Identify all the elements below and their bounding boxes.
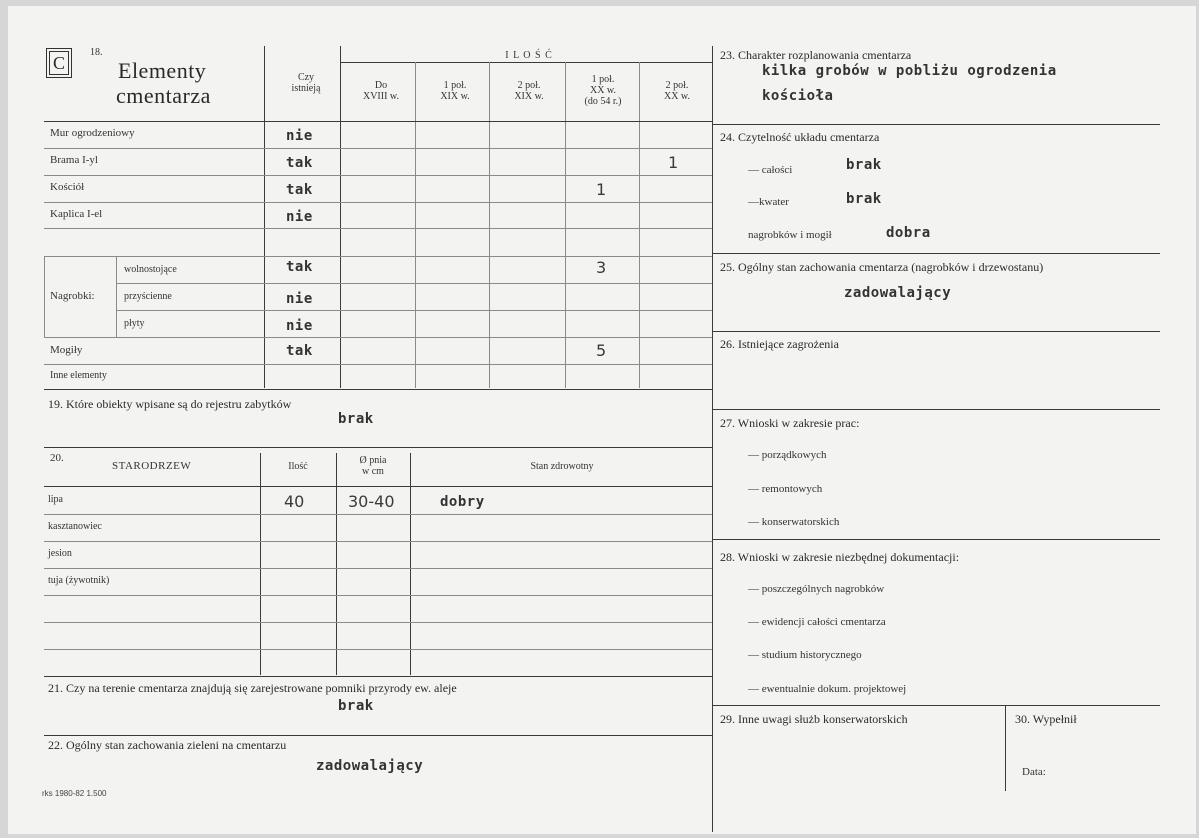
title-line2: cmentarza	[116, 83, 211, 108]
s28-item-nagrobkow: — poszczególnych nagrobków	[748, 583, 885, 595]
s28-item-projektowej: — ewentualnie dokum. projektowej	[748, 683, 907, 695]
s25-value: zadowalający	[844, 285, 952, 301]
row-inne-label: Inne elementy	[50, 370, 107, 381]
col-header-2xix: 2 poł. XIX w.	[514, 80, 544, 102]
s23-label: 23. Charakter rozplanowania cmentarza	[720, 48, 912, 62]
s20-row1-pien: 30-40	[348, 492, 395, 511]
s27-item-porzadkowych: — porządkowych	[748, 449, 827, 461]
s20-row1-ilosc: 40	[284, 492, 305, 511]
s20-row1-stan: dobry	[440, 494, 485, 510]
s28-item-studium: — studium historycznego	[748, 649, 862, 661]
row-kosciol-exists: tak	[286, 182, 313, 198]
s19-label: 19. Które obiekty wpisane są do rejestru zabytków	[48, 397, 292, 411]
row-mogily-count: 5	[596, 341, 607, 360]
s20-number: 20.	[50, 452, 64, 464]
s25-label: 25. Ogólny stan zachowania cmentarza (nagrobków i drzewostanu)	[720, 260, 1044, 274]
s29-label: 29. Inne uwagi służb konserwatorskich	[720, 712, 908, 726]
s28-item-ewidencji: — ewidencji całości cmentarza	[748, 616, 886, 628]
s28-label: 28. Wnioski w zakresie niezbędnej dokumentacji:	[720, 550, 960, 564]
s24-nagrobkow-value: dobra	[886, 225, 931, 241]
row-mur-label: Mur ogrodzeniowy	[50, 127, 135, 139]
s19-value: brak	[338, 411, 374, 427]
row-kaplica-exists: nie	[286, 209, 313, 225]
print-code: rks 1980-82 1.500	[42, 789, 107, 798]
row-mogily-exists: tak	[286, 343, 313, 359]
row-brama-label: Brama I-yl	[50, 154, 98, 166]
s30-data-label: Data:	[1022, 766, 1046, 778]
row-plyty-exists: nie	[286, 318, 313, 334]
s20-row4-name: tuja (żywotnik)	[48, 575, 110, 586]
nagrobki-label: Nagrobki:	[50, 290, 95, 302]
s24-calosci-value: brak	[846, 157, 882, 173]
ilosc-header: I L O Ś Ć	[505, 50, 553, 61]
col-header-1xix: 1 poł. XIX w.	[440, 80, 470, 102]
col-header-xviii: Do XVIII w.	[362, 80, 399, 102]
row-mogily-label: Mogiły	[50, 344, 83, 356]
row-przyscienne-label: przyścienne	[124, 291, 172, 302]
s21-label: 21. Czy na terenie cmentarza znajdują się zarejestrowane pomniki przyrody ew. aleje	[48, 681, 457, 695]
col-header-2xx: 2 poł. XX w.	[663, 80, 690, 102]
row-mur-exists: nie	[286, 128, 313, 144]
row-wolnostojace-label: wolnostojące	[124, 264, 177, 275]
s24-kwater-value: brak	[846, 191, 882, 207]
s21-value: brak	[338, 698, 374, 714]
s22-value: zadowalający	[316, 758, 424, 774]
section-letter-box	[46, 48, 72, 78]
row-brama-count: 1	[668, 153, 679, 172]
section-letter: C	[49, 51, 69, 75]
record-card	[8, 6, 1196, 834]
col-header-1xx: 1 poł. XX w. (do 54 r.)	[584, 74, 622, 107]
s20-row3-name: jesion	[48, 548, 72, 559]
s27-item-konserwatorskich: — konserwatorskich	[748, 516, 840, 528]
row-wolnostojace-exists: tak	[286, 259, 313, 275]
s20-col-ilosc: Ilość	[288, 461, 308, 472]
s24-nagrobkow-label: nagrobków i mogił	[748, 229, 832, 241]
s23-value-line2: kościoła	[762, 88, 834, 104]
czy-header: Czy istnieją	[291, 72, 321, 94]
row-kosciol-label: Kościół	[50, 181, 85, 193]
row-plyty-label: płyty	[124, 318, 145, 329]
s20-title: STARODRZEW	[112, 460, 192, 472]
s24-kwater-label: —kwater	[748, 196, 789, 208]
s20-col-pien: Ø pnia w cm	[359, 455, 387, 477]
s26-label: 26. Istniejące zagrożenia	[720, 337, 839, 351]
s24-calosci-label: — całości	[748, 164, 793, 176]
s23-value-line1: kilka grobów w pobliżu ogrodzenia	[762, 63, 1057, 79]
row-brama-exists: tak	[286, 155, 313, 171]
section-number: 18.	[90, 47, 103, 58]
s22-label: 22. Ogólny stan zachowania zieleni na cmentarzu	[48, 738, 287, 752]
s30-label: 30. Wypełnił	[1015, 712, 1077, 726]
row-kosciol-count: 1	[596, 180, 607, 199]
title-line1: Elementy	[118, 58, 207, 83]
row-przyscienne-exists: nie	[286, 291, 313, 307]
s24-label: 24. Czytelność układu cmentarza	[720, 130, 880, 144]
s27-item-remontowych: — remontowych	[748, 483, 823, 495]
s20-row1-name: lipa	[48, 494, 63, 505]
s20-row2-name: kasztanowiec	[48, 521, 102, 532]
s20-col-stan: Stan zdrowotny	[530, 461, 594, 472]
row-kaplica-label: Kaplica I-el	[50, 208, 103, 220]
row-wolnostojace-count: 3	[596, 258, 607, 277]
s27-label: 27. Wnioski w zakresie prac:	[720, 416, 860, 430]
